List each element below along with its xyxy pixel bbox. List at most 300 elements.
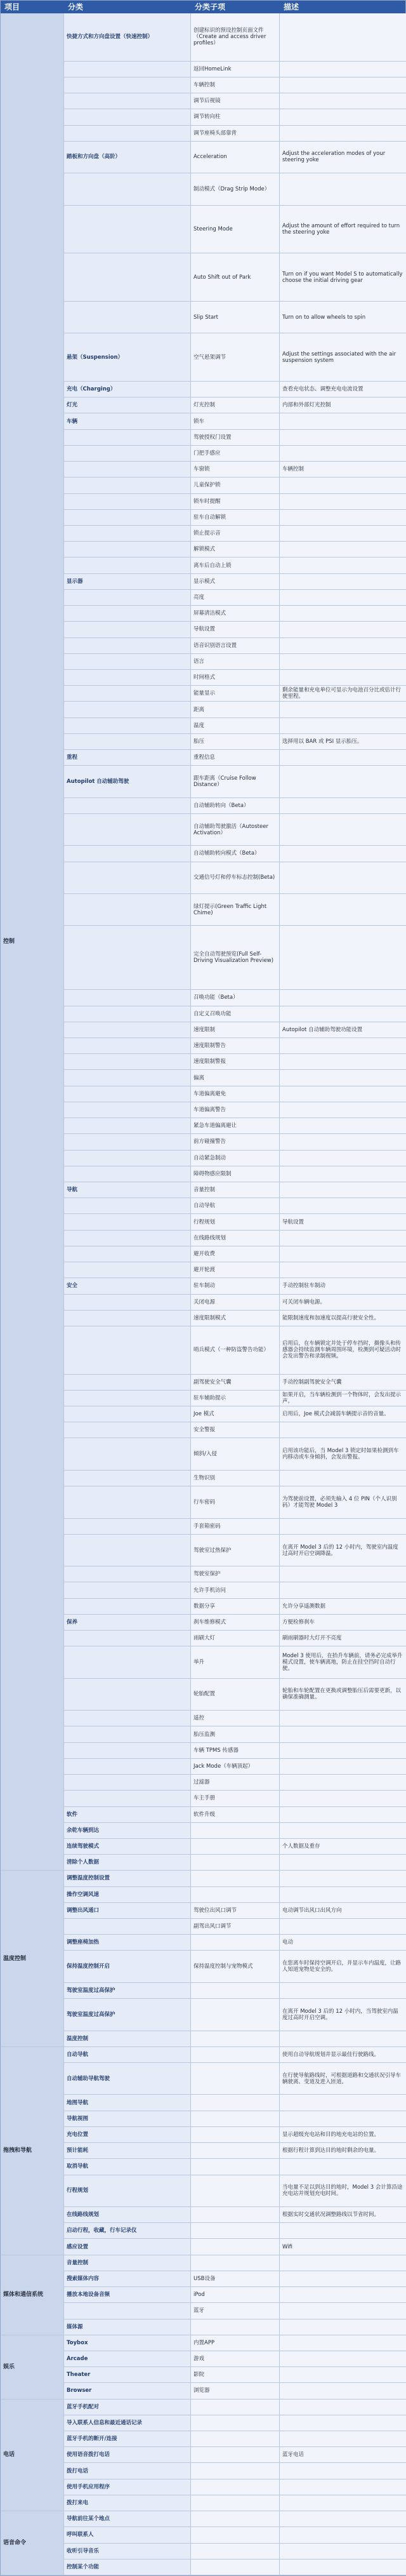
description-cell <box>280 477 406 493</box>
subitem-cell <box>191 2463 280 2479</box>
description-cell <box>280 670 406 686</box>
category-cell <box>64 1070 191 1086</box>
category-cell <box>64 702 191 717</box>
description-cell: 启用后，Joe 模式会减弱车辆提示音的音量。 <box>280 1406 406 1422</box>
subitem-cell: 浏览器 <box>191 2383 280 2399</box>
subitem-cell <box>191 2127 280 2143</box>
subitem-cell: 儿童保护锁 <box>191 477 280 493</box>
subitem-cell: 影院 <box>191 2367 280 2383</box>
section-title: 娱乐 <box>1 2335 64 2399</box>
category-cell <box>64 1311 191 1326</box>
header-category: 分类 <box>68 3 84 11</box>
subitem-cell: 速度限制警告 <box>191 1038 280 1054</box>
category-cell <box>64 1519 191 1535</box>
description-cell <box>280 542 406 557</box>
section-title: 温度控制 <box>1 1871 64 2046</box>
description-cell <box>280 2415 406 2431</box>
category-cell: 拨打电话 <box>64 2463 191 2479</box>
category-cell: 清除个人数据 <box>64 1855 191 1871</box>
subitem-cell <box>191 2431 280 2447</box>
subitem-cell: 召唤功能（Beta） <box>191 990 280 1006</box>
subitem-cell: 轮胎配置 <box>191 1679 280 1711</box>
description-cell <box>280 13 406 62</box>
description-cell <box>280 1086 406 1102</box>
category-cell <box>64 862 191 894</box>
subitem-cell <box>191 2047 280 2063</box>
description-cell <box>280 1151 406 1166</box>
category-cell <box>64 173 191 205</box>
category-cell <box>64 1086 191 1102</box>
subitem-cell: 刹车维修模式 <box>191 1615 280 1631</box>
subitem-cell: iPod <box>191 2287 280 2303</box>
category-cell <box>64 510 191 526</box>
subitem-cell <box>191 2239 280 2255</box>
header-description: 描述 <box>284 3 299 11</box>
description-cell <box>280 62 406 77</box>
subitem-cell: 跟车距离（Cruise Follow Distance） <box>191 766 280 797</box>
category-cell <box>64 1743 191 1759</box>
category-cell: 媒体源 <box>64 2319 191 2335</box>
description-cell <box>280 654 406 670</box>
subitem-cell: 避开轮渡 <box>191 1262 280 1278</box>
subitem-cell: 数据分享 <box>191 1599 280 1615</box>
description-cell: Adjust the settings associated with the air suspension system <box>280 333 406 382</box>
description-cell <box>280 990 406 1006</box>
subitem-cell: 行程规划 <box>191 1214 280 1230</box>
subitem-cell: 自动导航 <box>191 1198 280 1214</box>
category-cell: 控制某个功能 <box>64 2559 191 2575</box>
category-cell <box>64 1646 191 1678</box>
subitem-cell: 蓝牙 <box>191 2303 280 2319</box>
description-cell <box>280 2111 406 2127</box>
subitem-cell: 过滤器 <box>191 1775 280 1791</box>
subitem-cell: 显示模式 <box>191 574 280 590</box>
description-cell <box>280 2495 406 2511</box>
description-cell <box>280 1711 406 1726</box>
description-cell <box>280 2479 406 2495</box>
category-cell <box>64 1038 191 1054</box>
header-subitem: 分类子项 <box>195 3 226 11</box>
description-cell <box>280 2319 406 2335</box>
category-cell: Browser <box>64 2383 191 2399</box>
category-cell: 调整温度控制设置 <box>64 1871 191 1886</box>
category-cell <box>64 542 191 557</box>
subitem-cell: 语音识别语言设置 <box>191 638 280 654</box>
subitem-cell: 哨兵模式（一种防盗警告功能） <box>191 1326 280 1375</box>
subitem-cell: 绿灯提示(Green Traffic Light Chime) <box>191 894 280 926</box>
category-cell: 地图导航 <box>64 2095 191 2111</box>
description-cell: 如果开启，当车辆检测到一个物体时，会发出提示声。 <box>280 1391 406 1406</box>
description-cell <box>280 1070 406 1086</box>
category-cell: 自动导航 <box>64 2047 191 2063</box>
description-cell <box>280 1262 406 1278</box>
category-cell: 重程 <box>64 750 191 766</box>
category-cell: 踏板和方向盘（高阶） <box>64 142 191 173</box>
category-cell <box>64 1375 191 1391</box>
description-cell <box>280 93 406 109</box>
category-cell <box>64 557 191 573</box>
subitem-cell: 锁止提示音 <box>191 526 280 542</box>
category-cell: 预计能耗 <box>64 2143 191 2159</box>
category-cell <box>64 1134 191 1150</box>
description-cell: 刷雨刷器时大灯开不亮度 <box>280 1631 406 1646</box>
category-cell <box>64 1471 191 1486</box>
description-cell: 车辆控制 <box>280 462 406 477</box>
category-cell <box>64 477 191 493</box>
category-cell: 启动行程，收藏，行车记录仪 <box>64 2223 191 2239</box>
description-cell <box>280 1919 406 1935</box>
category-cell: 温度控制 <box>64 2031 191 2047</box>
subitem-cell <box>191 2063 280 2095</box>
category-cell <box>64 206 191 254</box>
description-cell <box>280 2303 406 2319</box>
description-cell <box>280 1807 406 1823</box>
subitem-cell: 驾驶室过热保护 <box>191 1535 280 1566</box>
category-cell <box>64 1631 191 1646</box>
category-cell: 取消导航 <box>64 2159 191 2175</box>
category-cell <box>64 622 191 637</box>
category-cell <box>64 462 191 477</box>
subitem-cell <box>191 2175 280 2207</box>
category-cell <box>64 1246 191 1262</box>
category-cell <box>64 1566 191 1582</box>
description-cell: 根据实时交通状况调整路线以节省时间。 <box>280 2207 406 2223</box>
description-cell <box>280 109 406 125</box>
subitem-cell: 重程信息 <box>191 750 280 766</box>
description-cell <box>280 1582 406 1598</box>
subitem-cell: 能量显示 <box>191 686 280 702</box>
subitem-cell: 自定义召唤功能 <box>191 1006 280 1022</box>
description-cell <box>280 2511 406 2527</box>
category-cell <box>64 1711 191 1726</box>
subitem-cell: 车辆 TPMS 传感器 <box>191 1743 280 1759</box>
description-cell <box>280 1871 406 1886</box>
category-cell <box>64 1231 191 1246</box>
subitem-cell: 安全警报 <box>191 1422 280 1438</box>
subitem-cell <box>191 1839 280 1855</box>
subitem-cell: 创建标识的预设控制页面文件（Create and access driver profiles） <box>191 13 280 62</box>
subitem-cell: 自动辅助转向（Beta） <box>191 798 280 814</box>
description-cell: 允许分享遥测数据 <box>280 1599 406 1615</box>
subitem-cell: 驻车辅助提示 <box>191 1391 280 1406</box>
description-cell: 个人数据及重存 <box>280 1839 406 1855</box>
category-cell <box>64 1486 191 1518</box>
subitem-cell <box>191 2559 280 2575</box>
category-cell <box>64 654 191 670</box>
description-cell <box>280 574 406 590</box>
description-cell <box>280 1887 406 1903</box>
category-cell: 搜索媒体内容 <box>64 2271 191 2287</box>
category-cell <box>64 718 191 734</box>
category-cell <box>64 590 191 606</box>
category-cell <box>64 1166 191 1182</box>
subitem-cell: 偏离 <box>191 1070 280 1086</box>
subitem-cell <box>191 1935 280 1951</box>
description-cell <box>280 1823 406 1839</box>
category-cell <box>64 526 191 542</box>
description-cell: Model 3 使用后，在抬升车辆前，请务必完成举升模式设置，使车辆离地，防止在挂空挡时自动行驶。 <box>280 1646 406 1678</box>
category-cell: Toybox <box>64 2335 191 2351</box>
description-cell <box>280 526 406 542</box>
description-cell <box>280 2431 406 2447</box>
category-cell <box>64 894 191 926</box>
subitem-cell: 雨刷大灯 <box>191 1631 280 1646</box>
category-cell <box>64 1406 191 1422</box>
category-cell <box>64 606 191 622</box>
subitem-cell: 屏幕清洁模式 <box>191 606 280 622</box>
subitem-cell <box>191 2159 280 2175</box>
category-cell: 在线路线规划 <box>64 2207 191 2223</box>
description-cell <box>280 1566 406 1582</box>
category-cell <box>64 1919 191 1935</box>
description-cell: 可关闭车辆电源。 <box>280 1295 406 1311</box>
category-cell: 导航前往某个地点 <box>64 2511 191 2527</box>
category-cell: 保养 <box>64 1615 191 1631</box>
description-cell: 导航设置 <box>280 1214 406 1230</box>
subitem-cell: 门把手感应 <box>191 446 280 462</box>
subitem-cell: Acceleration <box>191 142 280 173</box>
category-cell <box>64 1582 191 1598</box>
subitem-cell: Steering Mode <box>191 206 280 254</box>
category-cell: 导入联系人信息和最近通话记录 <box>64 2415 191 2431</box>
description-cell: 蓝牙电话 <box>280 2447 406 2463</box>
subitem-cell: 自动紧急制动 <box>191 1151 280 1166</box>
description-cell <box>280 2287 406 2303</box>
section-title: 电话 <box>1 2399 64 2512</box>
category-cell: 车辆 <box>64 413 191 429</box>
subitem-cell: 手套箱密码 <box>191 1519 280 1535</box>
description-cell <box>280 2383 406 2399</box>
description-cell <box>280 718 406 734</box>
category-cell: 充电（Charging） <box>64 382 191 397</box>
subitem-cell <box>191 2415 280 2431</box>
description-cell <box>280 1198 406 1214</box>
subitem-cell: 行车密码 <box>191 1486 280 1518</box>
description-cell: 轮胎和车轮配置在更换或调整胎压后需要更新，以确保准确测量。 <box>280 1679 406 1711</box>
category-cell: Theater <box>64 2367 191 2383</box>
description-cell <box>280 1759 406 1775</box>
subitem-cell: 驾驶室保护 <box>191 1566 280 1582</box>
description-cell: 为驾驶前设置，必须先输入 4 位 PIN（个人识别码）才能驾驶 Model 3 <box>280 1486 406 1518</box>
category-cell <box>64 1599 191 1615</box>
category-cell: 驾驶室温度过高保护 <box>64 1999 191 2031</box>
description-cell <box>280 2463 406 2479</box>
subitem-cell <box>191 1887 280 1903</box>
subitem-cell: 温度 <box>191 718 280 734</box>
description-cell <box>280 846 406 862</box>
category-cell <box>64 1775 191 1791</box>
description-cell <box>280 2367 406 2383</box>
subitem-cell: 时间格式 <box>191 670 280 686</box>
category-cell <box>64 93 191 109</box>
description-cell: Wifi <box>280 2239 406 2255</box>
description-cell <box>280 750 406 766</box>
description-cell <box>280 2255 406 2271</box>
description-cell: 能限制速度和加速度以提高行驶安全性。 <box>280 1311 406 1326</box>
category-cell: 音量控制 <box>64 2255 191 2271</box>
description-cell: 电动 <box>280 1935 406 1951</box>
description-cell <box>280 1726 406 1742</box>
subitem-cell: 速度限制 <box>191 1022 280 1038</box>
category-cell: 灯光 <box>64 397 191 413</box>
subitem-cell: 关闭电源 <box>191 1295 280 1311</box>
description-cell: 方便检修刹车 <box>280 1615 406 1631</box>
subitem-cell: 锁车时提醒 <box>191 494 280 510</box>
description-cell <box>280 2031 406 2047</box>
section-title: 媒体和通信系统 <box>1 2255 64 2335</box>
category-cell: 显示器 <box>64 574 191 590</box>
subitem-cell <box>191 2511 280 2527</box>
table-header <box>1 1 405 13</box>
subitem-cell: 软件升级 <box>191 1807 280 1823</box>
subitem-cell: 避开收费 <box>191 1246 280 1262</box>
category-cell: Autopilot 自动辅助驾驶 <box>64 766 191 797</box>
description-cell <box>280 622 406 637</box>
subitem-cell: 允许手机访问 <box>191 1582 280 1598</box>
subitem-cell: 调节转向柱 <box>191 109 280 125</box>
description-cell <box>280 2223 406 2239</box>
description-cell: 在离开 Model 3 后的 12 小时内，驾驶室内温度过高时开启空调降温。 <box>280 1535 406 1566</box>
description-cell <box>280 2399 406 2415</box>
category-cell <box>64 734 191 750</box>
description-cell <box>280 1054 406 1070</box>
category-cell <box>64 109 191 125</box>
description-cell <box>280 814 406 846</box>
description-cell <box>280 1519 406 1535</box>
category-cell: 导航 <box>64 1182 191 1198</box>
subitem-cell: 车窗锁 <box>191 462 280 477</box>
subitem-cell <box>191 1855 280 1871</box>
category-cell <box>64 1054 191 1070</box>
subitem-cell: 调节座椅头部靠背 <box>191 126 280 142</box>
subitem-cell: 倾斜/入侵 <box>191 1438 280 1470</box>
subitem-cell <box>191 1999 280 2031</box>
description-cell <box>280 926 406 990</box>
subitem-cell: 车道偏离警告 <box>191 1102 280 1118</box>
description-cell: Turn on to allow wheels to spin <box>280 302 406 333</box>
subitem-cell <box>191 2095 280 2111</box>
category-cell <box>64 1198 191 1214</box>
subitem-cell: 驻车制动 <box>191 1278 280 1294</box>
category-cell <box>64 446 191 462</box>
subitem-cell: 紧急车道偏离避让 <box>191 1118 280 1134</box>
description-cell <box>280 1422 406 1438</box>
category-cell <box>64 1535 191 1566</box>
subitem-cell: 保持温度控制与宠物模式 <box>191 1951 280 1982</box>
subitem-cell <box>191 2143 280 2159</box>
category-cell: 充电位置 <box>64 2127 191 2143</box>
category-cell <box>64 1151 191 1166</box>
subitem-cell: 制动模式（Drag Strip Mode） <box>191 173 280 205</box>
description-cell: 在行驶导航路线时，可根据道路和交通状况引导车辆驶离、变道及进入匝道。 <box>280 2063 406 2095</box>
category-cell: 使用语音拨打电话 <box>64 2447 191 2463</box>
subitem-cell: 生物识别 <box>191 1471 280 1486</box>
description-cell <box>280 2544 406 2559</box>
category-cell <box>64 1679 191 1711</box>
subitem-cell: 交通信号灯和停车标志控制(Beta) <box>191 862 280 894</box>
description-cell: Turn on if you want Model S to automatically choose the initial driving gear <box>280 253 406 302</box>
category-cell: 连续驾驶模式 <box>64 1839 191 1855</box>
subitem-cell <box>191 2399 280 2415</box>
description-cell <box>280 1134 406 1150</box>
category-cell <box>64 798 191 814</box>
category-cell: 收听引导音乐 <box>64 2544 191 2559</box>
category-cell <box>64 638 191 654</box>
category-cell: 保持温度控制开启 <box>64 1951 191 1982</box>
subitem-cell <box>191 382 280 397</box>
subitem-cell <box>191 2319 280 2335</box>
subitem-cell <box>191 2111 280 2127</box>
description-cell: 根据行程计算到达目的地时剩余的电量。 <box>280 2143 406 2159</box>
subitem-cell: 举升 <box>191 1646 280 1678</box>
category-cell <box>64 1262 191 1278</box>
subitem-cell: 亮度 <box>191 590 280 606</box>
subitem-cell: 速度限制警报 <box>191 1054 280 1070</box>
category-cell <box>64 1118 191 1134</box>
description-cell <box>280 766 406 797</box>
subitem-cell: 前方碰撞警告 <box>191 1134 280 1150</box>
subitem-cell: 自动辅助转向模式（Beta） <box>191 846 280 862</box>
category-cell: 快捷方式和方向盘设置（快速控制） <box>64 13 191 62</box>
category-cell <box>64 814 191 846</box>
category-cell <box>64 1422 191 1438</box>
category-cell <box>64 62 191 77</box>
category-cell <box>64 1726 191 1742</box>
description-cell <box>280 126 406 142</box>
subitem-cell: 车道偏离避免 <box>191 1086 280 1102</box>
subitem-cell <box>191 1823 280 1839</box>
description-cell <box>280 1471 406 1486</box>
category-cell: 自动辅助导航驾驶 <box>64 2063 191 2095</box>
category-cell: 安全 <box>64 1278 191 1294</box>
description-cell <box>280 1855 406 1871</box>
description-cell <box>280 2271 406 2287</box>
description-cell <box>280 510 406 526</box>
description-cell <box>280 1231 406 1246</box>
category-cell <box>64 1295 191 1311</box>
description-cell: Autopilot 自动辅助驾驶功能设置 <box>280 1022 406 1038</box>
category-cell <box>64 1759 191 1775</box>
description-cell <box>280 590 406 606</box>
description-cell <box>280 2159 406 2175</box>
description-cell: 内部和外部灯光控制 <box>280 397 406 413</box>
description-cell <box>280 1246 406 1262</box>
subitem-cell: 返回HomeLink <box>191 62 280 77</box>
category-cell: 软件 <box>64 1807 191 1823</box>
description-cell <box>280 413 406 429</box>
description-cell <box>280 606 406 622</box>
subitem-cell: 离车后自动上锁 <box>191 557 280 573</box>
subitem-cell: 灯光控制 <box>191 397 280 413</box>
description-cell <box>280 2527 406 2543</box>
category-cell <box>64 2303 191 2319</box>
category-cell: 感应设置 <box>64 2239 191 2255</box>
category-cell: 导航视图 <box>64 2111 191 2127</box>
description-cell <box>280 894 406 926</box>
subitem-cell <box>191 1983 280 1999</box>
category-cell: 蓝牙手机配对 <box>64 2399 191 2415</box>
subitem-cell: 在线路线规划 <box>191 1231 280 1246</box>
subitem-cell: 遥控 <box>191 1711 280 1726</box>
subitem-cell: Auto Shift out of Park <box>191 253 280 302</box>
subitem-cell: 解锁模式 <box>191 542 280 557</box>
header-project: 项目 <box>4 3 20 11</box>
subitem-cell: 内置APP <box>191 2335 280 2351</box>
description-cell: 剩余能量和充电单位可显示为电池百分比或估计行驶里程。 <box>280 686 406 702</box>
description-cell <box>280 1983 406 1999</box>
subitem-cell: 副驾出风口调节 <box>191 1919 280 1935</box>
subitem-cell <box>191 2527 280 2543</box>
